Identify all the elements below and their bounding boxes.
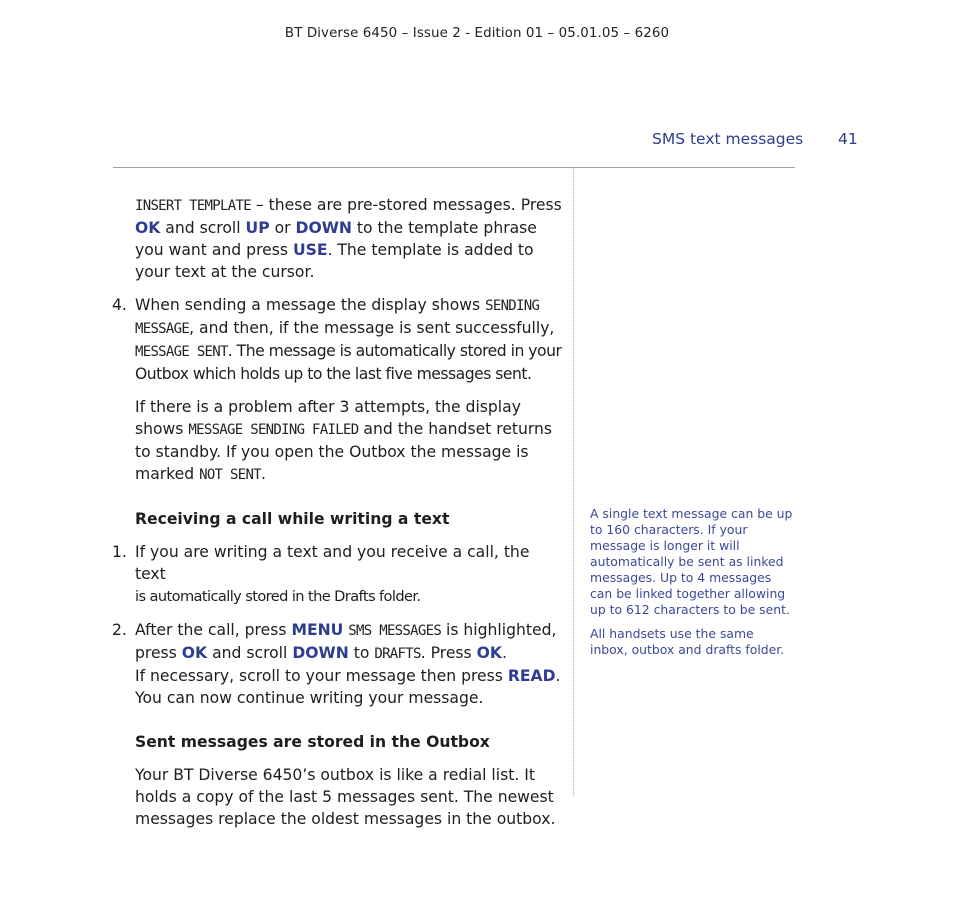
step-4-problem-paragraph: If there is a problem after 3 attempts, the display shows MESSAGE SENDING FAILED and the handset returns to standby. If you open the Outbox the message is marked NOT SENT. [135,398,553,483]
key-read: READ [507,667,556,685]
key-down: DOWN [295,219,352,237]
display-text-sending-message: SENDING MESSAGE [135,298,540,337]
heading-outbox: Sent messages are stored in the Outbox [135,733,490,751]
step-number: 1. [112,543,127,561]
page-number: 41 [838,130,858,148]
header-rule [113,167,795,168]
display-text-sms-messages: SMS MESSAGES [348,623,442,639]
key-menu: MENU [291,621,344,639]
key-down: DOWN [292,644,349,662]
outbox-paragraph: Your BT Diverse 6450’s outbox is like a redial list. It holds a copy of the last 5 messages sent. The newest messages replace the oldest messages in the outbox. [135,766,556,828]
insert-template-paragraph: INSERT TEMPLATE – these are pre-stored messages. Press OK and scroll UP or DOWN to the template phrase you want and press USE. The template is added to your text at the cursor. [135,196,562,281]
key-ok: OK [476,644,502,662]
document-reference: BT Diverse 6450 – Issue 2 - Edition 01 – 05.01.05 – 6260 [284,26,670,41]
step-number: 2. [112,621,127,639]
display-text-sending-failed: MESSAGE SENDING FAILED [188,422,359,438]
display-text-message-sent: MESSAGE SENT [135,344,228,360]
display-text-insert-template: INSERT TEMPLATE [135,198,251,214]
main-column [112,194,565,830]
receiving-step-2: 2. After the call, press MENU SMS MESSAGES is highlighted, press OK and scroll DOWN to DRAFTS. Press OK. If necessary, scroll to your message then press READ. You can now continue writing your message. [112,621,561,707]
sidebar-note-shared-folders: All handsets use the same inbox, outbox and drafts folder. [590,626,785,657]
key-ok: OK [181,644,208,662]
display-text-drafts: DRAFTS [374,646,421,662]
step-4: 4. When sending a message the display shows SENDING MESSAGE, and then, if the message is sent successfully, MESSAGE SENT. The message is automatically stored in your Outbox which holds up to the last five messages sent. [112,296,562,383]
key-ok: OK [135,219,161,237]
sidebar-note-message-length: A single text message can be up to 160 characters. If your message is longer it will automatically be sent as linked messages. Up to 4 messages can be linked together allowing up to 612 characters to be sent. [590,506,793,617]
column-divider [573,168,574,795]
section-title: SMS text messages [652,130,804,148]
heading-receiving-call: Receiving a call while writing a text [135,510,450,528]
step-number: 4. [112,296,127,314]
key-up: UP [245,219,270,237]
receiving-step-1: 1. If you are writing a text and you receive a call, the text is automatically stored in the Drafts folder. [112,543,530,605]
sidebar-notes [590,506,795,658]
display-text-not-sent: NOT SENT [199,467,261,483]
key-use: USE [292,241,328,259]
